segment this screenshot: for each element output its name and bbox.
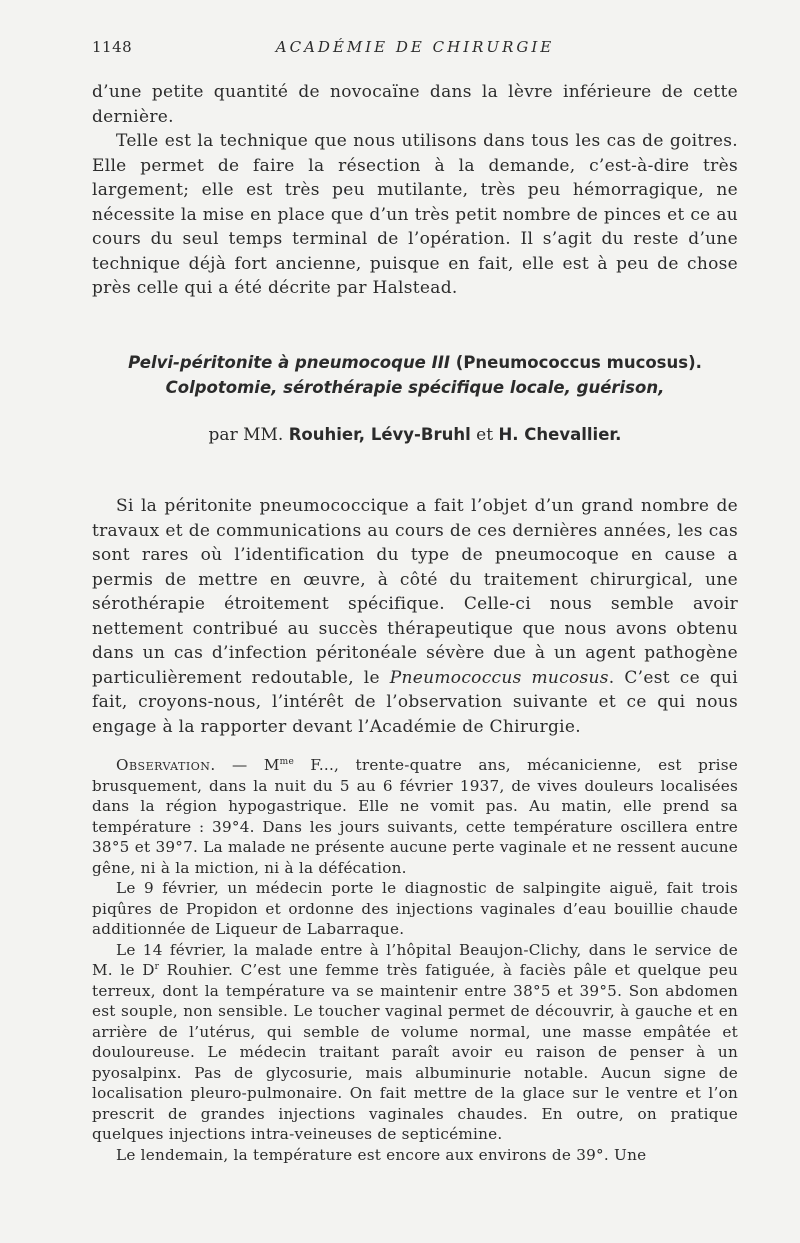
article-title	[92, 350, 738, 400]
introduction	[92, 494, 738, 739]
observation-label: Observation.	[116, 756, 216, 774]
running-header	[92, 38, 738, 60]
intro-paragraph	[92, 494, 738, 739]
paragraph: Telle est la technique que nous utilisons dans tous les cas de goitres. Elle permet de faire la résection à la demande, c’est-à-dire très largement; elle est très peu mutilante, très peu hémorragique, ne nécessite la mise en place que d’un très petit nombre de pinces et ce au cours du seul temps terminal de l’opération. Il s’agit du reste d’une technique déjà fort ancienne, puisque en fait, elle est à peu de chose près celle qui a été décrite par Halstead.	[92, 131, 738, 298]
intro-text-2: . C’est ce qui fait, croyons-nous, l’intérêt de l’observation suivante et ce qui nous engage à la rapporter devant l’Académie de Chirurgie.	[92, 667, 738, 737]
author-name-2: H. Chevallier.	[498, 425, 622, 444]
title-line-2-text: Colpotomie, sérothérapie spécifique locale, guérison,	[165, 378, 665, 397]
intro-text-1: Si la péritonite pneumococcique a fait l’objet d’un grand nombre de travaux et de communications au cours de ces dernières années, les cas sont rares où l’identification du type de pneumocoque en cause a permis de mettre en œuvre, à côté du traitement chirurgical, une sérothérapie étroitement spécifique. Celle-ci nous semble avoir nettement contribué au succès thérapeutique que nous avons obtenu dans un cas d’infection péritonéale sévère due à un agent pathogène particulièrement redoutable, le	[92, 496, 738, 688]
title-line-2	[92, 375, 738, 400]
obs-text: F..., trente-quatre ans, mécanicienne, est prise brusquement, dans la nuit du 5 au 6 février 1937, de vives douleurs localisées dans la région hypogastrique. Elle ne vomit pas. Au matin, elle prend sa température : 39°4. Dans les jours suivants, cette température oscillera entre 38°5 et 39°7. La malade ne présente aucune perte vaginale et ne ressent aucune gêne, ni à la miction, ni à la défécation.	[92, 756, 738, 877]
page-number: 1148	[92, 38, 133, 56]
observation-paragraph-1	[92, 755, 738, 878]
author-names-1: Rouhier, Lévy-Bruhl	[288, 425, 471, 444]
observation-paragraph-4: Le lendemain, la température est encore aux environs de 39°. Une	[116, 1145, 647, 1164]
running-title: ACADÉMIE DE CHIRURGIE	[275, 38, 555, 56]
superscript: me	[279, 756, 295, 767]
authors-prefix: par MM.	[208, 425, 284, 445]
title-plain-part: (Pneumococcus mucosus).	[450, 353, 702, 372]
authors-line	[92, 425, 738, 445]
intro-italic: Pneumococcus mucosus	[389, 667, 609, 688]
superscript: r	[154, 961, 160, 972]
obs-text: — M	[215, 756, 280, 774]
observation-paragraph-3	[92, 940, 738, 1145]
title-line-1	[92, 350, 738, 375]
paragraph: d’une petite quantité de novocaïne dans la lèvre inférieure de cette dernière.	[92, 82, 738, 127]
obs-text: Rouhier. C’est une femme très fatiguée, à faciès pâle et quelque peu terreux, dont la température va se maintenir entre 38°5 et 39°5. Son abdomen est souple, non sensible. Le toucher vaginal permet de découvrir, à gauche et en arrière de l’utérus, qui semble de volume normal, une masse empâtée et douloureuse. Le médecin traitant paraît avoir eu raison de penser à un pyosalpinx. Pas de glycosurie, mais albuminurie notable. Aucun signe de localisation pleuro-pulmonaire. On fait mettre de la glace sur le ventre et l’on prescrit de grandes injections vaginales chaudes. En outre, on pratique quelques injections intra-veineuses de septicémine.	[92, 961, 738, 1143]
title-italic-part: Pelvi-péritonite à pneumocoque III	[128, 353, 451, 372]
previous-article-ending	[92, 80, 738, 301]
observation-section	[92, 755, 738, 1165]
authors-and: et	[476, 425, 494, 445]
obs-text: Le 14 février, la malade entre à l’hôpital Beaujon-Clichy, dans le service de M. le D	[92, 940, 738, 979]
observation-paragraph-2: Le 9 février, un médecin porte le diagnostic de salpingite aiguë, fait trois piqûres de Propidon et ordonne des injections vaginales d’eau bouillie chaude additionnée de Liqueur de Labarraque.	[92, 879, 738, 938]
